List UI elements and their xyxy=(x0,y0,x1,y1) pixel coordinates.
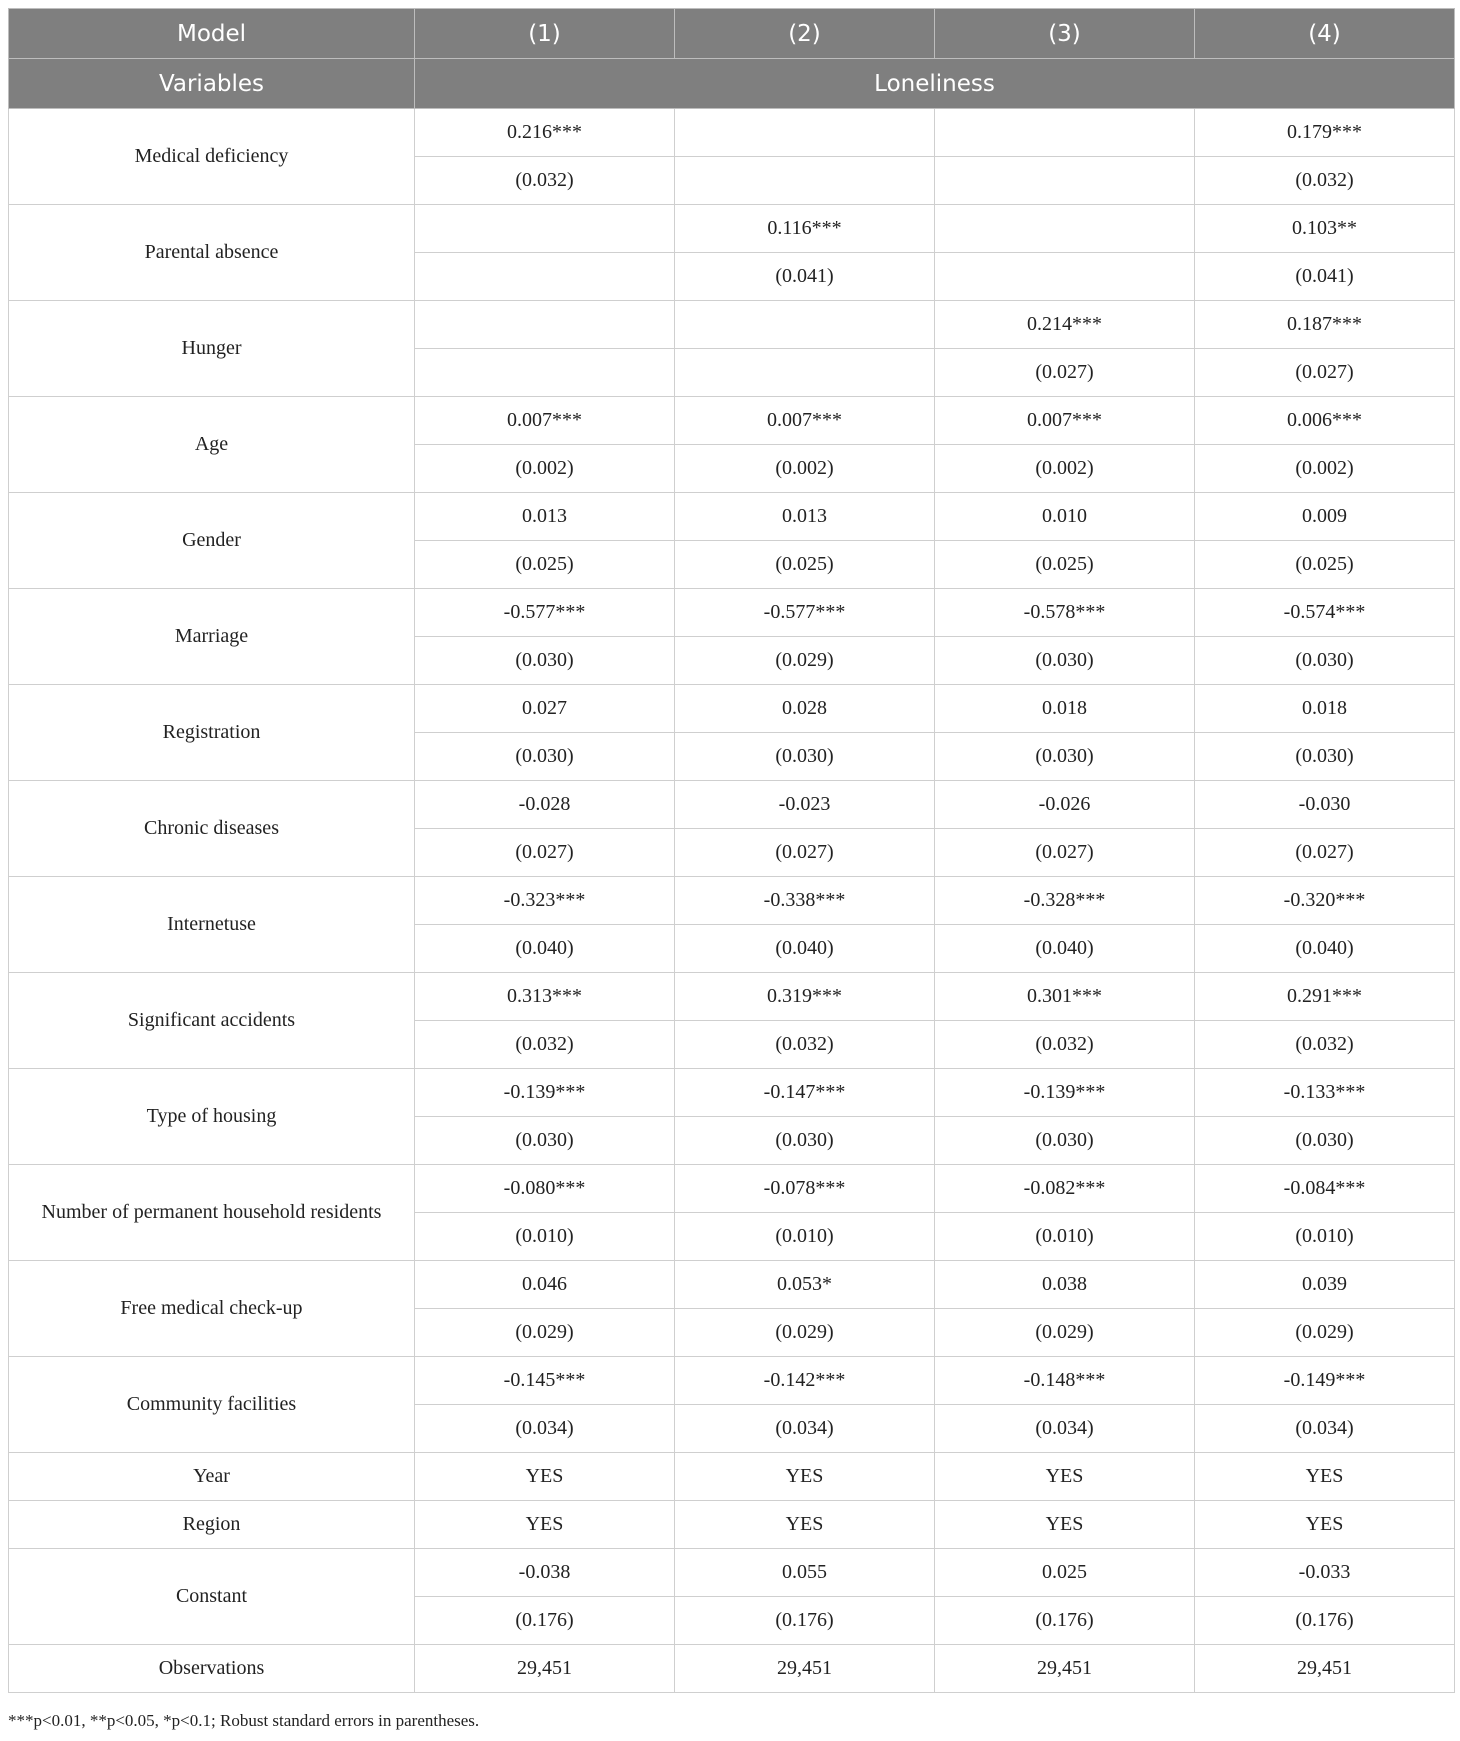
coefficient-row xyxy=(9,781,1455,829)
coefficient-cell: 0.216*** xyxy=(415,109,675,157)
coefficient-row xyxy=(9,205,1455,253)
coefficient-cell: 0.027 xyxy=(415,685,675,733)
standard-error-cell: (0.032) xyxy=(675,1021,935,1069)
variable-name: Registration xyxy=(9,685,415,781)
variable-name: Parental absence xyxy=(9,205,415,301)
coefficient-cell: 0.214*** xyxy=(935,301,1195,349)
standard-error-cell: (0.029) xyxy=(675,1309,935,1357)
coefficient-cell xyxy=(415,301,675,349)
standard-error-cell: (0.040) xyxy=(1195,925,1455,973)
coefficient-row xyxy=(9,877,1455,925)
coefficient-cell: 0.025 xyxy=(935,1549,1195,1597)
coefficient-cell: -0.320*** xyxy=(1195,877,1455,925)
standard-error-cell xyxy=(415,253,675,301)
observations-row xyxy=(9,1645,1455,1693)
coefficient-cell xyxy=(415,205,675,253)
variable-name: Medical deficiency xyxy=(9,109,415,205)
coefficient-cell: -0.026 xyxy=(935,781,1195,829)
coefficient-cell: -0.147*** xyxy=(675,1069,935,1117)
coefficient-row xyxy=(9,973,1455,1021)
standard-error-cell: (0.032) xyxy=(935,1021,1195,1069)
coefficient-row xyxy=(9,589,1455,637)
coefficient-cell: -0.577*** xyxy=(675,589,935,637)
coefficient-cell: 0.291*** xyxy=(1195,973,1455,1021)
coefficient-cell: 0.179*** xyxy=(1195,109,1455,157)
model-3-header: (3) xyxy=(935,9,1195,59)
standard-error-cell: (0.010) xyxy=(675,1213,935,1261)
coefficient-cell: -0.139*** xyxy=(935,1069,1195,1117)
standard-error-cell: (0.040) xyxy=(935,925,1195,973)
coefficient-row xyxy=(9,1069,1455,1117)
coefficient-row xyxy=(9,1357,1455,1405)
coefficient-cell: -0.023 xyxy=(675,781,935,829)
standard-error-cell: (0.010) xyxy=(1195,1213,1455,1261)
standard-error-cell: (0.030) xyxy=(415,733,675,781)
coefficient-row xyxy=(9,397,1455,445)
standard-error-cell: (0.029) xyxy=(675,637,935,685)
coefficient-cell: 0.028 xyxy=(675,685,935,733)
regression-table xyxy=(8,8,1455,1693)
fixed-effect-cell: YES xyxy=(675,1501,935,1549)
standard-error-cell: (0.030) xyxy=(1195,637,1455,685)
observations-cell: 29,451 xyxy=(415,1645,675,1693)
variable-name: Age xyxy=(9,397,415,493)
fixed-effect-cell: YES xyxy=(675,1453,935,1501)
standard-error-cell: (0.040) xyxy=(415,925,675,973)
coefficient-cell: 0.187*** xyxy=(1195,301,1455,349)
variable-name: Internetuse xyxy=(9,877,415,973)
coefficient-cell: 0.055 xyxy=(675,1549,935,1597)
standard-error-cell: (0.002) xyxy=(415,445,675,493)
coefficient-cell: -0.145*** xyxy=(415,1357,675,1405)
coefficient-cell: -0.142*** xyxy=(675,1357,935,1405)
coefficient-cell: -0.038 xyxy=(415,1549,675,1597)
coefficient-cell: -0.577*** xyxy=(415,589,675,637)
fixed-effect-cell: YES xyxy=(415,1501,675,1549)
coefficient-cell: 0.313*** xyxy=(415,973,675,1021)
coefficient-cell: -0.338*** xyxy=(675,877,935,925)
standard-error-cell: (0.040) xyxy=(675,925,935,973)
fixed-effect-cell: YES xyxy=(415,1453,675,1501)
variable-name: Community facilities xyxy=(9,1357,415,1453)
variable-name: Observations xyxy=(9,1645,415,1693)
coefficient-cell: -0.323*** xyxy=(415,877,675,925)
coefficient-cell: 0.039 xyxy=(1195,1261,1455,1309)
coefficient-row xyxy=(9,1549,1455,1597)
coefficient-cell: -0.148*** xyxy=(935,1357,1195,1405)
standard-error-cell: (0.027) xyxy=(415,829,675,877)
observations-cell: 29,451 xyxy=(1195,1645,1455,1693)
coefficient-cell: 0.018 xyxy=(1195,685,1455,733)
coefficient-cell: -0.084*** xyxy=(1195,1165,1455,1213)
variables-label: Variables xyxy=(9,59,415,109)
variable-name: Year xyxy=(9,1453,415,1501)
coefficient-row xyxy=(9,301,1455,349)
model-1-header: (1) xyxy=(415,9,675,59)
fixed-effect-row xyxy=(9,1501,1455,1549)
fixed-effect-cell: YES xyxy=(1195,1453,1455,1501)
standard-error-cell: (0.176) xyxy=(675,1597,935,1645)
standard-error-cell: (0.027) xyxy=(1195,829,1455,877)
coefficient-cell: 0.103** xyxy=(1195,205,1455,253)
standard-error-cell: (0.027) xyxy=(675,829,935,877)
coefficient-row xyxy=(9,109,1455,157)
coefficient-cell xyxy=(935,205,1195,253)
standard-error-cell: (0.025) xyxy=(415,541,675,589)
fixed-effect-cell: YES xyxy=(935,1453,1195,1501)
coefficient-cell: 0.006*** xyxy=(1195,397,1455,445)
standard-error-cell xyxy=(675,157,935,205)
coefficient-cell xyxy=(675,301,935,349)
coefficient-cell: -0.149*** xyxy=(1195,1357,1455,1405)
coefficient-cell: -0.139*** xyxy=(415,1069,675,1117)
standard-error-cell: (0.025) xyxy=(675,541,935,589)
coefficient-cell: 0.007*** xyxy=(935,397,1195,445)
model-label: Model xyxy=(9,9,415,59)
coefficient-cell: -0.328*** xyxy=(935,877,1195,925)
standard-error-cell: (0.030) xyxy=(675,733,935,781)
standard-error-cell: (0.030) xyxy=(935,637,1195,685)
standard-error-cell: (0.025) xyxy=(935,541,1195,589)
variable-name: Significant accidents xyxy=(9,973,415,1069)
coefficient-cell: 0.009 xyxy=(1195,493,1455,541)
standard-error-cell: (0.032) xyxy=(1195,1021,1455,1069)
standard-error-cell: (0.029) xyxy=(415,1309,675,1357)
coefficient-cell: 0.116*** xyxy=(675,205,935,253)
standard-error-cell: (0.029) xyxy=(935,1309,1195,1357)
standard-error-cell: (0.030) xyxy=(935,733,1195,781)
coefficient-cell: -0.133*** xyxy=(1195,1069,1455,1117)
standard-error-cell: (0.010) xyxy=(935,1213,1195,1261)
standard-error-cell: (0.176) xyxy=(935,1597,1195,1645)
coefficient-cell: 0.046 xyxy=(415,1261,675,1309)
standard-error-cell: (0.034) xyxy=(415,1405,675,1453)
model-header-row xyxy=(9,9,1455,59)
table-header xyxy=(9,9,1455,109)
standard-error-cell xyxy=(675,349,935,397)
variable-name: Hunger xyxy=(9,301,415,397)
standard-error-cell xyxy=(935,253,1195,301)
coefficient-row xyxy=(9,1165,1455,1213)
coefficient-cell: -0.030 xyxy=(1195,781,1455,829)
coefficient-row xyxy=(9,685,1455,733)
standard-error-cell: (0.030) xyxy=(415,637,675,685)
standard-error-cell: (0.032) xyxy=(415,157,675,205)
coefficient-row xyxy=(9,493,1455,541)
coefficient-cell: 0.007*** xyxy=(415,397,675,445)
coefficient-cell: -0.033 xyxy=(1195,1549,1455,1597)
standard-error-cell: (0.030) xyxy=(1195,1117,1455,1165)
standard-error-cell: (0.030) xyxy=(675,1117,935,1165)
variable-name: Marriage xyxy=(9,589,415,685)
standard-error-cell: (0.034) xyxy=(935,1405,1195,1453)
standard-error-cell: (0.032) xyxy=(415,1021,675,1069)
standard-error-cell: (0.041) xyxy=(675,253,935,301)
model-2-header: (2) xyxy=(675,9,935,59)
standard-error-cell xyxy=(415,349,675,397)
observations-cell: 29,451 xyxy=(935,1645,1195,1693)
model-4-header: (4) xyxy=(1195,9,1455,59)
coefficient-cell xyxy=(675,109,935,157)
standard-error-cell: (0.032) xyxy=(1195,157,1455,205)
coefficient-cell: 0.301*** xyxy=(935,973,1195,1021)
standard-error-cell: (0.010) xyxy=(415,1213,675,1261)
standard-error-cell: (0.027) xyxy=(935,349,1195,397)
coefficient-cell: 0.018 xyxy=(935,685,1195,733)
coefficient-row xyxy=(9,1261,1455,1309)
standard-error-cell: (0.025) xyxy=(1195,541,1455,589)
coefficient-cell: -0.028 xyxy=(415,781,675,829)
standard-error-cell: (0.027) xyxy=(935,829,1195,877)
variables-header-row xyxy=(9,59,1455,109)
coefficient-cell: -0.082*** xyxy=(935,1165,1195,1213)
standard-error-cell: (0.030) xyxy=(1195,733,1455,781)
variable-name: Constant xyxy=(9,1549,415,1645)
standard-error-cell: (0.030) xyxy=(935,1117,1195,1165)
coefficient-cell: 0.007*** xyxy=(675,397,935,445)
standard-error-cell: (0.029) xyxy=(1195,1309,1455,1357)
coefficient-cell: -0.078*** xyxy=(675,1165,935,1213)
table-footnote: ***p<0.01, **p<0.05, *p<0.1; Robust standard errors in parentheses. xyxy=(8,1711,480,1730)
variable-name: Type of housing xyxy=(9,1069,415,1165)
standard-error-cell: (0.176) xyxy=(415,1597,675,1645)
variable-name: Free medical check-up xyxy=(9,1261,415,1357)
coefficient-cell: 0.010 xyxy=(935,493,1195,541)
standard-error-cell: (0.030) xyxy=(415,1117,675,1165)
standard-error-cell: (0.041) xyxy=(1195,253,1455,301)
coefficient-cell xyxy=(935,109,1195,157)
variable-name: Chronic diseases xyxy=(9,781,415,877)
variable-name: Region xyxy=(9,1501,415,1549)
coefficient-cell: -0.574*** xyxy=(1195,589,1455,637)
standard-error-cell: (0.034) xyxy=(675,1405,935,1453)
standard-error-cell: (0.027) xyxy=(1195,349,1455,397)
standard-error-cell: (0.002) xyxy=(935,445,1195,493)
variable-name: Gender xyxy=(9,493,415,589)
coefficient-cell: -0.578*** xyxy=(935,589,1195,637)
dependent-variable-label: Loneliness xyxy=(415,59,1455,109)
standard-error-cell: (0.002) xyxy=(1195,445,1455,493)
coefficient-cell: -0.080*** xyxy=(415,1165,675,1213)
fixed-effect-row xyxy=(9,1453,1455,1501)
standard-error-cell xyxy=(935,157,1195,205)
standard-error-cell: (0.002) xyxy=(675,445,935,493)
table-body xyxy=(9,109,1455,1693)
fixed-effect-cell: YES xyxy=(935,1501,1195,1549)
coefficient-cell: 0.038 xyxy=(935,1261,1195,1309)
coefficient-cell: 0.013 xyxy=(675,493,935,541)
observations-cell: 29,451 xyxy=(675,1645,935,1693)
variable-name: Number of permanent household residents xyxy=(9,1165,415,1261)
coefficient-cell: 0.013 xyxy=(415,493,675,541)
coefficient-cell: 0.319*** xyxy=(675,973,935,1021)
fixed-effect-cell: YES xyxy=(1195,1501,1455,1549)
standard-error-cell: (0.176) xyxy=(1195,1597,1455,1645)
standard-error-cell: (0.034) xyxy=(1195,1405,1455,1453)
coefficient-cell: 0.053* xyxy=(675,1261,935,1309)
